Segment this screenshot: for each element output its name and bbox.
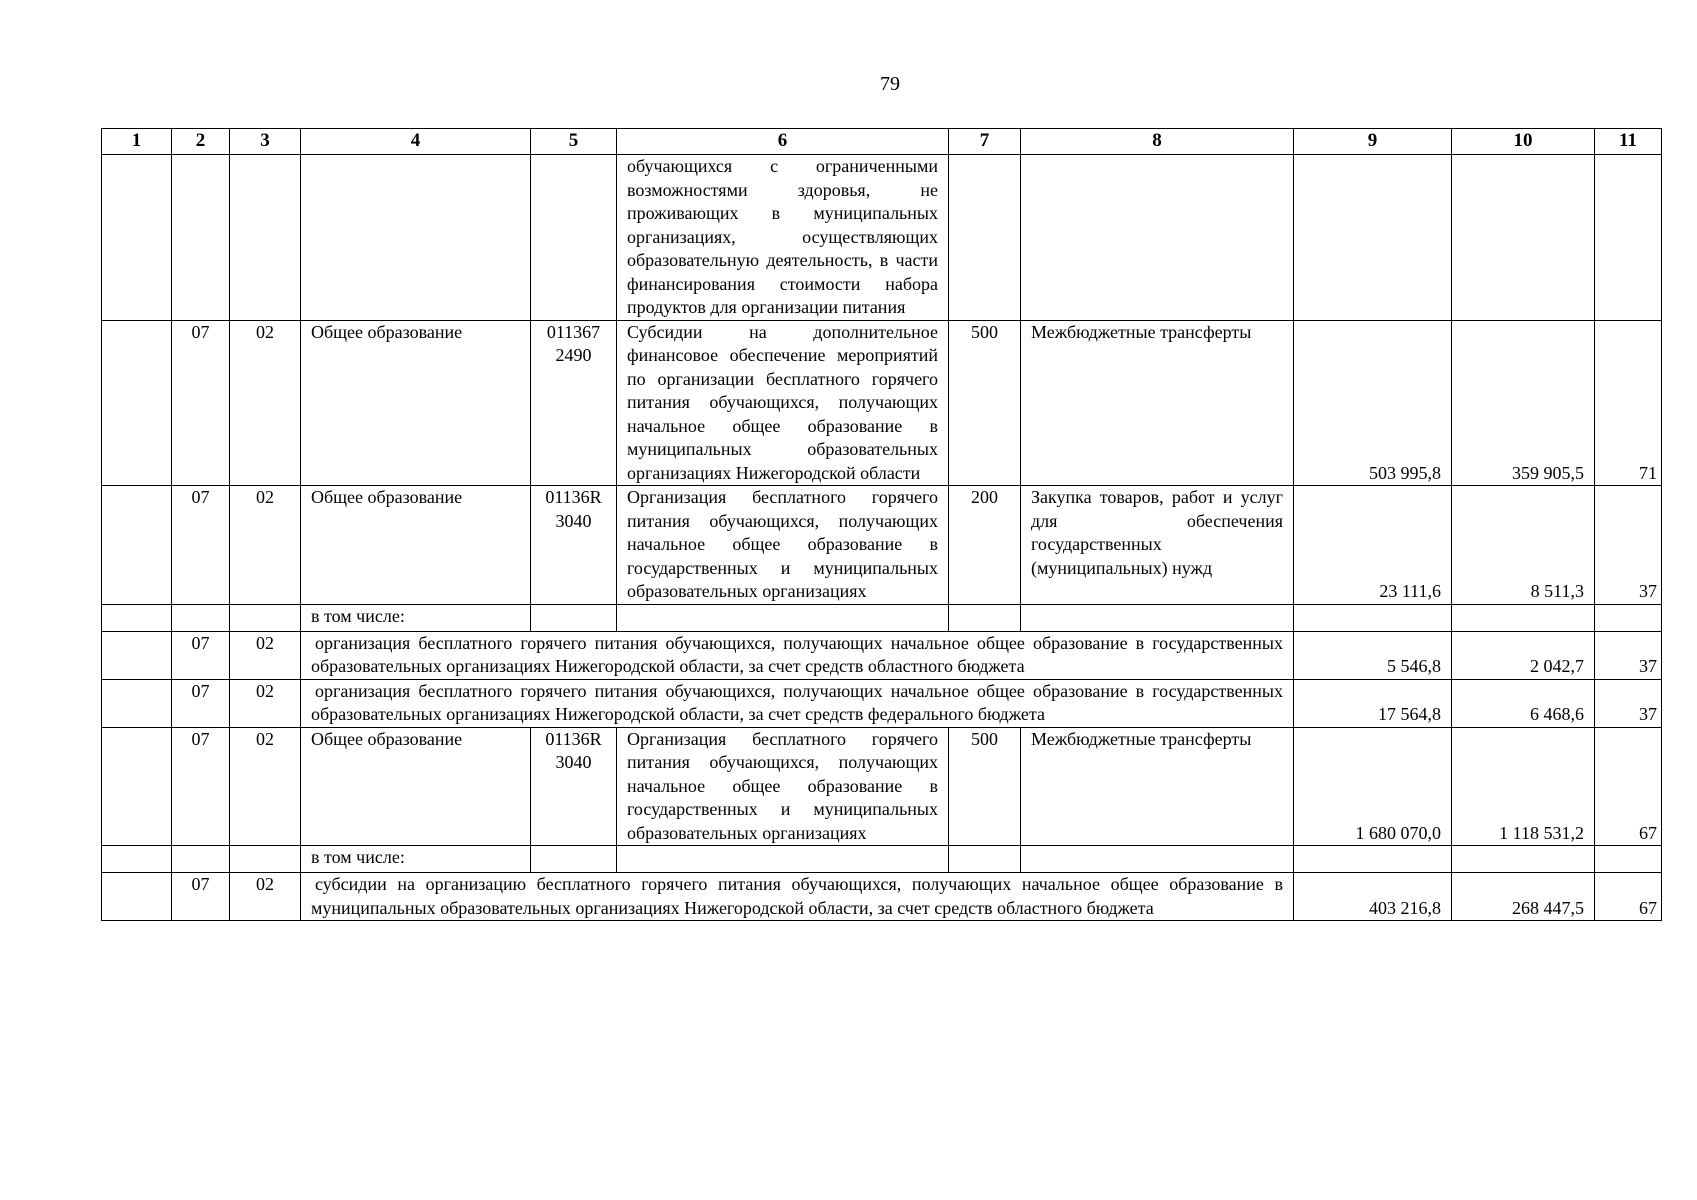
table-row-including bbox=[102, 846, 1662, 873]
value-col11: 67 bbox=[1595, 727, 1662, 846]
amount-col10 bbox=[1452, 155, 1595, 321]
subsection-code: 02 bbox=[230, 727, 301, 846]
header-cell: 5 bbox=[531, 129, 617, 155]
section-name: Общее образование bbox=[301, 486, 531, 605]
target-code bbox=[531, 155, 617, 321]
sub-item-description: организация бесплатного горячего питания обучающихся, получающих начальное общее образование в государственных образовательных организациях Нижегородской области, за счет средств областного бюджета bbox=[301, 631, 1294, 679]
value-col11 bbox=[1595, 155, 1662, 321]
including-label: в том числе: bbox=[301, 846, 531, 873]
amount-col9: 17 564,8 bbox=[1294, 679, 1452, 727]
including-label: в том числе: bbox=[301, 604, 531, 631]
section-code: 07 bbox=[172, 486, 230, 605]
section-code: 07 bbox=[172, 873, 230, 921]
subsection-code bbox=[230, 155, 301, 321]
sub-item-description: субсидии на организацию бесплатного горячего питания обучающихся, получающих начальное общее образование в муниципальных образовательных организациях Нижегородской области, за счет средств областного бюджета bbox=[301, 873, 1294, 921]
expense-type-name: Закупка товаров, работ и услуг для обеспечения государственных (муниципальных) нужд bbox=[1021, 486, 1294, 605]
table-row bbox=[102, 631, 1662, 679]
amount-col9: 403 216,8 bbox=[1294, 873, 1452, 921]
amount-col9: 23 111,6 bbox=[1294, 486, 1452, 605]
amount-col10: 2 042,7 bbox=[1452, 631, 1595, 679]
amount-col10: 268 447,5 bbox=[1452, 873, 1595, 921]
subsection-code: 02 bbox=[230, 320, 301, 486]
amount-col10: 8 511,3 bbox=[1452, 486, 1595, 605]
section-code: 07 bbox=[172, 320, 230, 486]
sub-item-description: организация бесплатного горячего питания обучающихся, получающих начальное общее образование в государственных образовательных организациях Нижегородской области, за счет средств федерального бюджета bbox=[301, 679, 1294, 727]
expense-type-name: Межбюджетные трансферты bbox=[1021, 320, 1294, 486]
expense-type-code bbox=[949, 155, 1021, 321]
amount-col9: 503 995,8 bbox=[1294, 320, 1452, 486]
expense-description: Субсидии на дополнительное финансовое обеспечение мероприятий по организации бесплатного горячего питания обучающихся, получающих начальное общее образование в муниципальных образовательных организациях Нижегородской области bbox=[617, 320, 949, 486]
header-cell: 8 bbox=[1021, 129, 1294, 155]
target-code: 01136R 3040 bbox=[531, 727, 617, 846]
section-code: 07 bbox=[172, 727, 230, 846]
header-cell: 11 bbox=[1595, 129, 1662, 155]
header-row bbox=[102, 129, 1662, 155]
subsection-code: 02 bbox=[230, 631, 301, 679]
header-cell: 4 bbox=[301, 129, 531, 155]
amount-col9: 5 546,8 bbox=[1294, 631, 1452, 679]
expense-type-name bbox=[1021, 155, 1294, 321]
header-cell: 10 bbox=[1452, 129, 1595, 155]
amount-col9: 1 680 070,0 bbox=[1294, 727, 1452, 846]
header-cell: 7 bbox=[949, 129, 1021, 155]
amount-col10: 359 905,5 bbox=[1452, 320, 1595, 486]
budget-table bbox=[101, 128, 1662, 921]
expense-description: Организация бесплатного горячего питания обучающихся, получающих начальное общее образование в государственных и муниципальных образовательных организациях bbox=[617, 727, 949, 846]
table-row bbox=[102, 320, 1662, 486]
expense-type-code: 500 bbox=[949, 320, 1021, 486]
table-row bbox=[102, 727, 1662, 846]
amount-col10: 6 468,6 bbox=[1452, 679, 1595, 727]
table-row bbox=[102, 486, 1662, 605]
expense-description: Организация бесплатного горячего питания обучающихся, получающих начальное общее образование в государственных и муниципальных образовательных организациях bbox=[617, 486, 949, 605]
target-code: 011367 2490 bbox=[531, 320, 617, 486]
header-cell: 1 bbox=[102, 129, 172, 155]
table-row-including bbox=[102, 604, 1662, 631]
page-number: 79 bbox=[880, 73, 900, 95]
value-col11: 37 bbox=[1595, 631, 1662, 679]
header-cell: 3 bbox=[230, 129, 301, 155]
section-code: 07 bbox=[172, 631, 230, 679]
section-name: Общее образование bbox=[301, 727, 531, 846]
value-col11: 37 bbox=[1595, 679, 1662, 727]
value-col11: 37 bbox=[1595, 486, 1662, 605]
table-row bbox=[102, 155, 1662, 321]
table-row bbox=[102, 873, 1662, 921]
expense-type-code: 500 bbox=[949, 727, 1021, 846]
table-row bbox=[102, 679, 1662, 727]
target-code: 01136R 3040 bbox=[531, 486, 617, 605]
expense-type-name: Межбюджетные трансферты bbox=[1021, 727, 1294, 846]
subsection-code: 02 bbox=[230, 873, 301, 921]
subsection-code: 02 bbox=[230, 679, 301, 727]
subsection-code: 02 bbox=[230, 486, 301, 605]
section-name bbox=[301, 155, 531, 321]
expense-type-code: 200 bbox=[949, 486, 1021, 605]
amount-col9 bbox=[1294, 155, 1452, 321]
header-cell: 9 bbox=[1294, 129, 1452, 155]
value-col11: 67 bbox=[1595, 873, 1662, 921]
header-cell: 6 bbox=[617, 129, 949, 155]
amount-col10: 1 118 531,2 bbox=[1452, 727, 1595, 846]
expense-description: обучающихся с ограниченными возможностями здоровья, не проживающих в муниципальных организациях, осуществляющих образовательную деятельность, в части финансирования стоимости набора продуктов для организации питания bbox=[617, 155, 949, 321]
section-code: 07 bbox=[172, 679, 230, 727]
value-col11: 71 bbox=[1595, 320, 1662, 486]
section-name: Общее образование bbox=[301, 320, 531, 486]
section-code bbox=[172, 155, 230, 321]
header-cell: 2 bbox=[172, 129, 230, 155]
